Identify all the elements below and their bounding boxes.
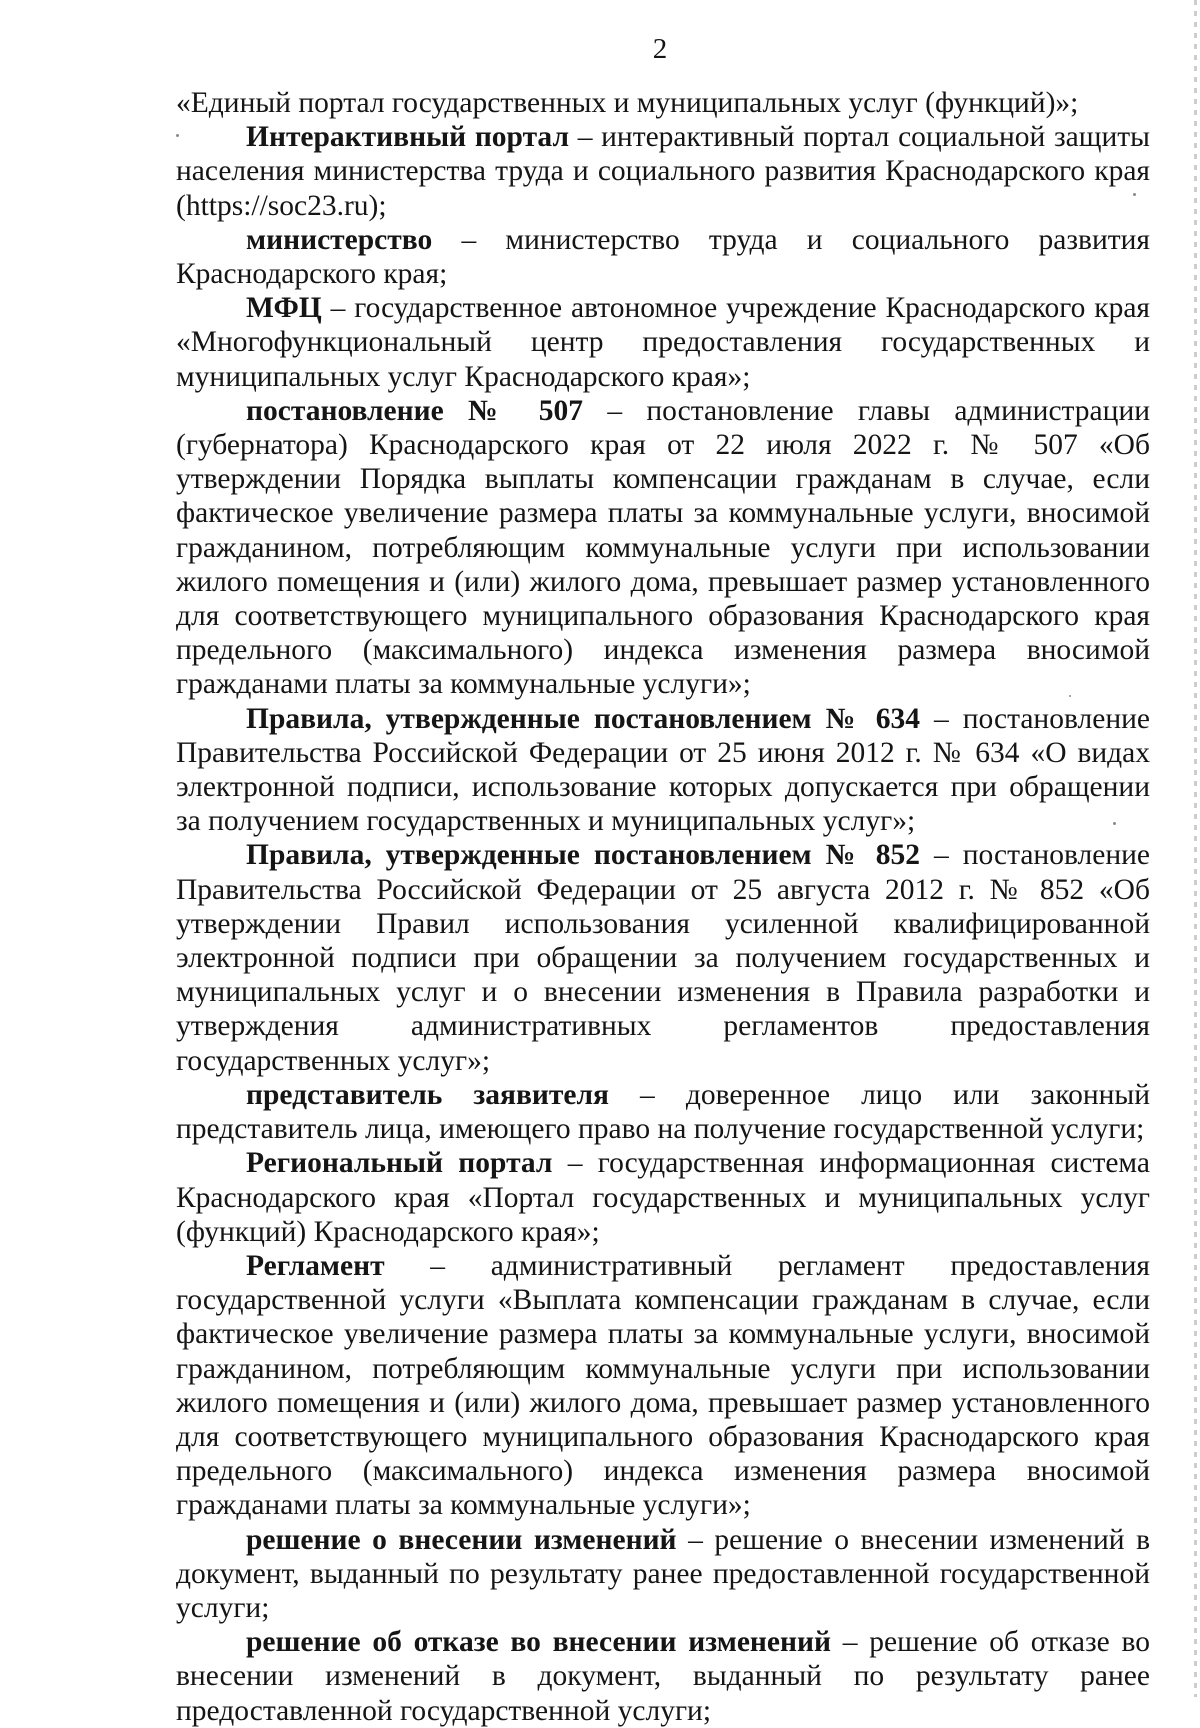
definition-interactive-portal	[176, 120, 1150, 223]
scan-speck	[1133, 193, 1136, 196]
definition-text: административный регламент предоставления государственной услуги «Выплата компенсации гражданам в случае, если фактическое увеличение размера платы за коммунальные услуги, вносимой гражданином, потребляющим коммунальные услуги при использовании жилого помещения и (или) жилого дома, превышает размер установленного для соответствующего муниципального образования Краснодарского края предельного (максимального) индекса изменения размера вносимой гражданами платы за коммунальные услуги»;	[176, 1249, 1151, 1522]
definition-regulation	[176, 1249, 1150, 1523]
dash: –	[920, 839, 963, 872]
definition-amendment-refusal	[176, 1625, 1150, 1728]
document-body	[176, 86, 1150, 1728]
definition-ministry	[176, 223, 1150, 291]
scan-edge-artifact	[1194, 0, 1197, 1697]
definition-text: постановление главы администрации (губернатора) Краснодарского края от 22 июля 2022 г. № 507 «Об утверждении Порядка выплаты компенсации гражданам в случае, если фактическое увеличение размера платы за коммунальные услуги, вносимой гражданином, потребляющим коммунальные услуги при использовании жилого помещения и (или) жилого дома, превышает размер установленного для соответствующего муниципального образования Краснодарского края предельного (максимального) индекса изменения размера вносимой гражданами платы за коммунальные услуги»;	[176, 394, 1151, 701]
definition-text: решение о внесении изменений в документ, выданный по результату ранее предоставленной государственной услуги;	[176, 1523, 1151, 1624]
scan-speck	[1113, 822, 1116, 825]
definition-regional-portal	[176, 1146, 1150, 1249]
definition-text: министерство труда и социального развития Краснодарского края;	[176, 223, 1151, 291]
definition-mfc	[176, 291, 1150, 394]
dash: –	[676, 1523, 715, 1556]
dash: –	[569, 121, 602, 154]
dash: –	[432, 223, 506, 256]
term: Региональный портал	[246, 1147, 553, 1180]
definition-text: решение об отказе во внесении изменений в документ, выданный по результату ранее предоставленной государственной услуги;	[176, 1626, 1150, 1727]
page-number: 2	[652, 33, 668, 65]
dash: –	[831, 1626, 870, 1659]
term: решение о внесении изменений	[246, 1523, 677, 1556]
term: решение об отказе во внесении изменений	[246, 1626, 831, 1659]
definition-text: государственное автономное учреждение Краснодарского края «Многофункциональный центр предоставления государственных и муниципальных услуг Краснодарского края»;	[176, 292, 1150, 393]
definition-resolution-507	[176, 394, 1150, 702]
term: постановление № 507	[246, 394, 584, 427]
dash: –	[609, 1078, 686, 1111]
definition-text: доверенное лицо или законный представитель лица, имеющего право на получение государственной услуги;	[176, 1078, 1150, 1146]
term: МФЦ	[246, 292, 322, 325]
definition-rules-852	[176, 838, 1150, 1077]
dash: –	[920, 702, 963, 735]
definition-applicant-representative	[176, 1078, 1150, 1146]
dash: –	[552, 1147, 598, 1180]
definition-text: постановление Правительства Российской Федерации от 25 августа 2012 г. № 852 «Об утверждении Правил использования усиленной квалифицированной электронной подписи при обращении за получением государственных и муниципальных услуг и о внесении изменения в Правила разработки и утверждения административных регламентов предоставления государственных услуг»;	[176, 839, 1150, 1077]
term: Правила, утвержденные постановлением № 852	[246, 839, 921, 872]
term: министерство	[246, 223, 433, 256]
term: представитель заявителя	[246, 1078, 610, 1111]
definition-text: постановление Правительства Российской Федерации от 25 июня 2012 г. № 634 «О видах электронной подписи, использование которых допускается при обращении за получением государственных и муниципальных услуг»;	[176, 702, 1150, 838]
term: Правила, утвержденные постановлением № 634	[246, 702, 921, 735]
term: Интерактивный портал	[246, 121, 569, 154]
definition-amendment-decision	[176, 1523, 1150, 1626]
definition-text: интерактивный портал социальной защиты населения министерства труда и социального развития Краснодарского края (https://soc23.ru);	[176, 121, 1150, 222]
dash: –	[384, 1249, 491, 1282]
dash: –	[321, 292, 355, 325]
scan-speck	[176, 134, 179, 137]
definition-text: государственная информационная система Краснодарского края «Портал государственных и муниципальных услуг (функций) Краснодарского края»;	[176, 1147, 1150, 1248]
scan-speck	[1069, 695, 1071, 697]
paragraph-portal-continuation	[176, 86, 1150, 120]
definition-text: «Единый портал государственных и муниципальных услуг (функций)»;	[176, 87, 1079, 119]
dash: –	[583, 394, 647, 427]
definition-rules-634	[176, 702, 1150, 839]
term: Регламент	[246, 1249, 385, 1282]
